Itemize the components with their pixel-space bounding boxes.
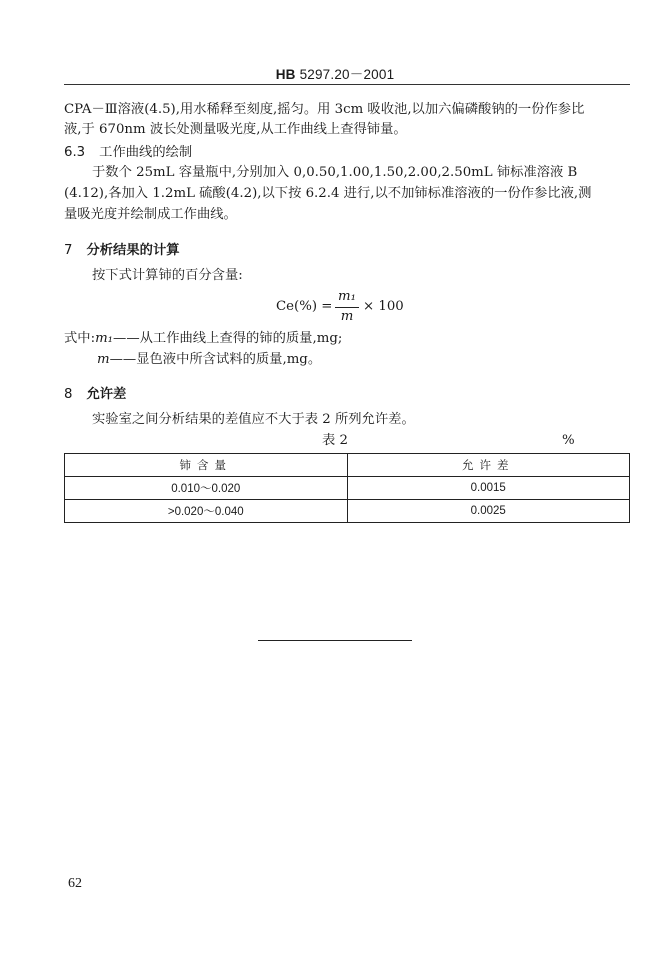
table-unit: % xyxy=(562,433,575,448)
section-8-text: 实验室之间分析结果的差值应不大于表 2 所列允许差。 xyxy=(92,412,415,427)
formula-denominator: m xyxy=(340,309,354,324)
section-title: 工作曲线的绘制 xyxy=(99,145,193,160)
where-line-1 xyxy=(64,329,342,349)
section-8-heading xyxy=(64,383,126,402)
section-number: 6.3 xyxy=(64,145,86,160)
tolerance-table xyxy=(64,453,630,523)
para2-line2: (4.12),各加入 1.2mL 硫酸(4.2),以下按 6.2.4 进行,以不加铈标准溶液的一份作参比液,测 xyxy=(64,186,592,201)
document-header xyxy=(0,63,670,83)
cell-content-range: >0.020～0.040 xyxy=(65,500,348,523)
section-7-heading xyxy=(64,239,180,258)
var-m-definition: ——显色液中所含试料的质量,mg。 xyxy=(109,352,322,367)
section-7-intro: 按下式计算铈的百分含量: xyxy=(92,268,243,283)
table-row xyxy=(65,477,630,500)
var-m1-definition: ——从工作曲线上查得的铈的质量,mg; xyxy=(113,331,343,346)
para2-line1: 于数个 25mL 容量瓶中,分别加入 0,0.50,1.00,1.50,2.00,2.50mL 铈标准溶液 B xyxy=(92,165,578,180)
end-of-standard-rule xyxy=(258,640,412,641)
section-number: 7 xyxy=(64,243,73,258)
para2-line3: 量吸光度并绘制成工作曲线。 xyxy=(64,207,237,222)
var-m1: m₁ xyxy=(95,331,114,346)
fraction-bar xyxy=(335,307,359,308)
formula-rhs: × 100 xyxy=(363,299,404,314)
cell-content-range: 0.010～0.020 xyxy=(65,477,348,500)
where-prefix: 式中: xyxy=(64,331,96,346)
para1-line2: 液,于 670nm 波长处测量吸光度,从工作曲线上查得铈量。 xyxy=(64,122,407,137)
header-cerium-content: 铈含量 xyxy=(65,454,348,477)
section-title: 分析结果的计算 xyxy=(86,243,180,258)
var-m: m xyxy=(97,352,110,367)
table-caption: 表 2 xyxy=(322,433,348,448)
section-number: 8 xyxy=(64,387,73,402)
formula-lhs: Ce(%) = xyxy=(276,299,333,314)
where-line-2 xyxy=(97,350,321,370)
header-tolerance: 允许差 xyxy=(347,454,630,477)
header-rule xyxy=(64,84,630,85)
table-header-row xyxy=(65,454,630,477)
cell-tolerance: 0.0015 xyxy=(347,477,630,500)
para1-line1: CPA－Ⅲ溶液(4.5),用水稀释至刻度,摇匀。用 3cm 吸收池,以加六偏磷酸钠的一份作参比 xyxy=(64,102,585,117)
section-6-3-heading xyxy=(64,141,192,160)
standard-code-prefix: HB xyxy=(275,67,296,82)
cell-tolerance: 0.0025 xyxy=(347,500,630,523)
page-number: 62 xyxy=(68,876,82,891)
table-row xyxy=(65,500,630,523)
standard-code-number: 5297.20－2001 xyxy=(299,67,395,82)
formula-numerator: m₁ xyxy=(338,289,356,304)
section-title: 允许差 xyxy=(86,387,127,402)
